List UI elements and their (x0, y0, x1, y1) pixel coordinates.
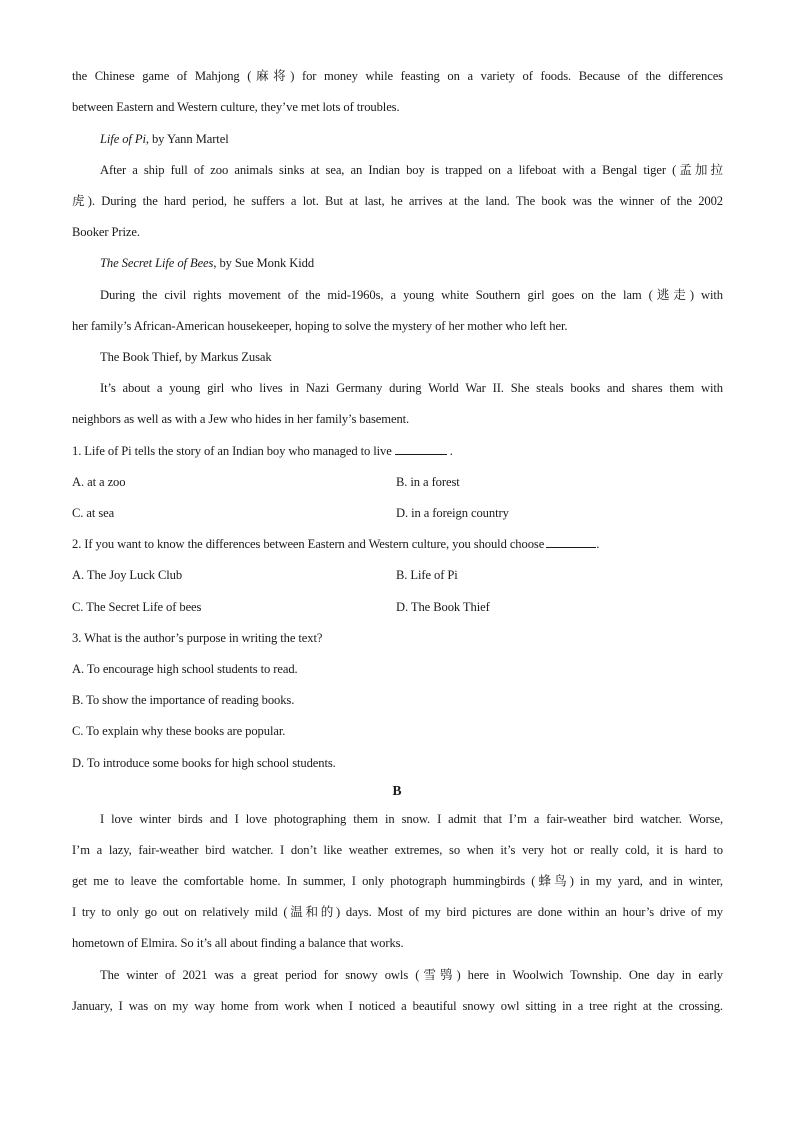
paragraph-line: the Chinese game of Mahjong (麻将) for money while feasting on a variety of foods. Because of the differences (72, 69, 723, 83)
paragraph-line: I try to only go out on relatively mild (温和的) days. Most of my bird pictures are done within an hour’s drive of my (72, 905, 723, 919)
option-a: A. at a zoo (72, 475, 126, 489)
question-stem: 2. If you want to know the differences between Eastern and Western culture, you should choose (72, 537, 545, 551)
paragraph-line: Booker Prize. (72, 225, 140, 239)
paragraph-line: The winter of 2021 was a great period for snowy owls (雪鸮) here in Woolwich Township. One day in early (100, 968, 723, 982)
option-d: D. To introduce some books for high school students. (72, 756, 336, 770)
option-d: D. The Book Thief (396, 600, 490, 614)
question-tail: . (596, 537, 600, 551)
paragraph-line: her family’s African-American housekeeper, hoping to solve the mystery of her mother who left her. (72, 319, 568, 333)
paragraph-line: hometown of Elmira. So it’s all about finding a balance that works. (72, 936, 404, 950)
option-b: B. Life of Pi (396, 568, 458, 582)
paragraph-line: It’s about a young girl who lives in Nazi Germany during World War II. She steals books and shares them with (100, 381, 723, 395)
paragraph-line: I’m a lazy, fair-weather bird watcher. I don’t like weather extremes, so when it’s very hot or really cold, it is hard to (72, 843, 723, 857)
option-c: C. To explain why these books are popular. (72, 724, 286, 738)
option-d: D. in a foreign country (396, 506, 509, 520)
option-a: A. The Joy Luck Club (72, 568, 183, 582)
option-c: C. The Secret Life of bees (72, 600, 202, 614)
question-3: 3. What is the author’s purpose in writing the text? (72, 631, 323, 645)
book-author: , by Sue Monk Kidd (213, 256, 315, 270)
paragraph-line: January, I was on my way home from work when I noticed a beautiful snowy owl sitting in a tree right at the crossing. (72, 999, 723, 1013)
book-title: Life of Pi (100, 132, 146, 146)
answer-blank (395, 442, 447, 455)
paragraph-line: After a ship full of zoo animals sinks at sea, an Indian boy is trapped on a lifeboat with a Bengal tiger (孟加拉 (100, 163, 723, 177)
answer-blank (546, 535, 596, 548)
book-title: The Secret Life of Bees (100, 256, 214, 270)
question-1 (72, 442, 453, 460)
book-heading-life-of-pi (100, 130, 229, 148)
paragraph-line: I love winter birds and I love photographing them in snow. I admit that I’m a fair-weather bird watcher. Worse, (100, 812, 723, 826)
option-b: B. To show the importance of reading books. (72, 693, 295, 707)
question-tail: . (449, 444, 453, 458)
book-author: , by Yann Martel (145, 132, 229, 146)
paragraph-line: get me to leave the comfortable home. In summer, I only photograph hummingbirds (蜂鸟) in my yard, and in winter, (72, 874, 723, 888)
option-b: B. in a forest (396, 475, 460, 489)
book-heading-book-thief: The Book Thief, by Markus Zusak (100, 350, 272, 364)
question-2 (72, 535, 599, 553)
paragraph-line: During the civil rights movement of the mid-1960s, a young white Southern girl goes on the lam (逃走) with (100, 288, 723, 302)
paragraph-line: between Eastern and Western culture, they’ve met lots of troubles. (72, 100, 400, 114)
option-a: A. To encourage high school students to read. (72, 662, 298, 676)
paragraph-line: neighbors as well as with a Jew who hides in her family’s basement. (72, 412, 410, 426)
question-stem: 1. Life of Pi tells the story of an Indian boy who managed to live (72, 444, 392, 458)
section-heading-b: B (392, 783, 402, 798)
book-heading-secret-life-of-bees (100, 254, 314, 272)
option-c: C. at sea (72, 506, 115, 520)
paragraph-line: 虎). During the hard period, he suffers a lot. But at last, he arrives at the land. The book was the winner of the 2002 (72, 194, 723, 208)
